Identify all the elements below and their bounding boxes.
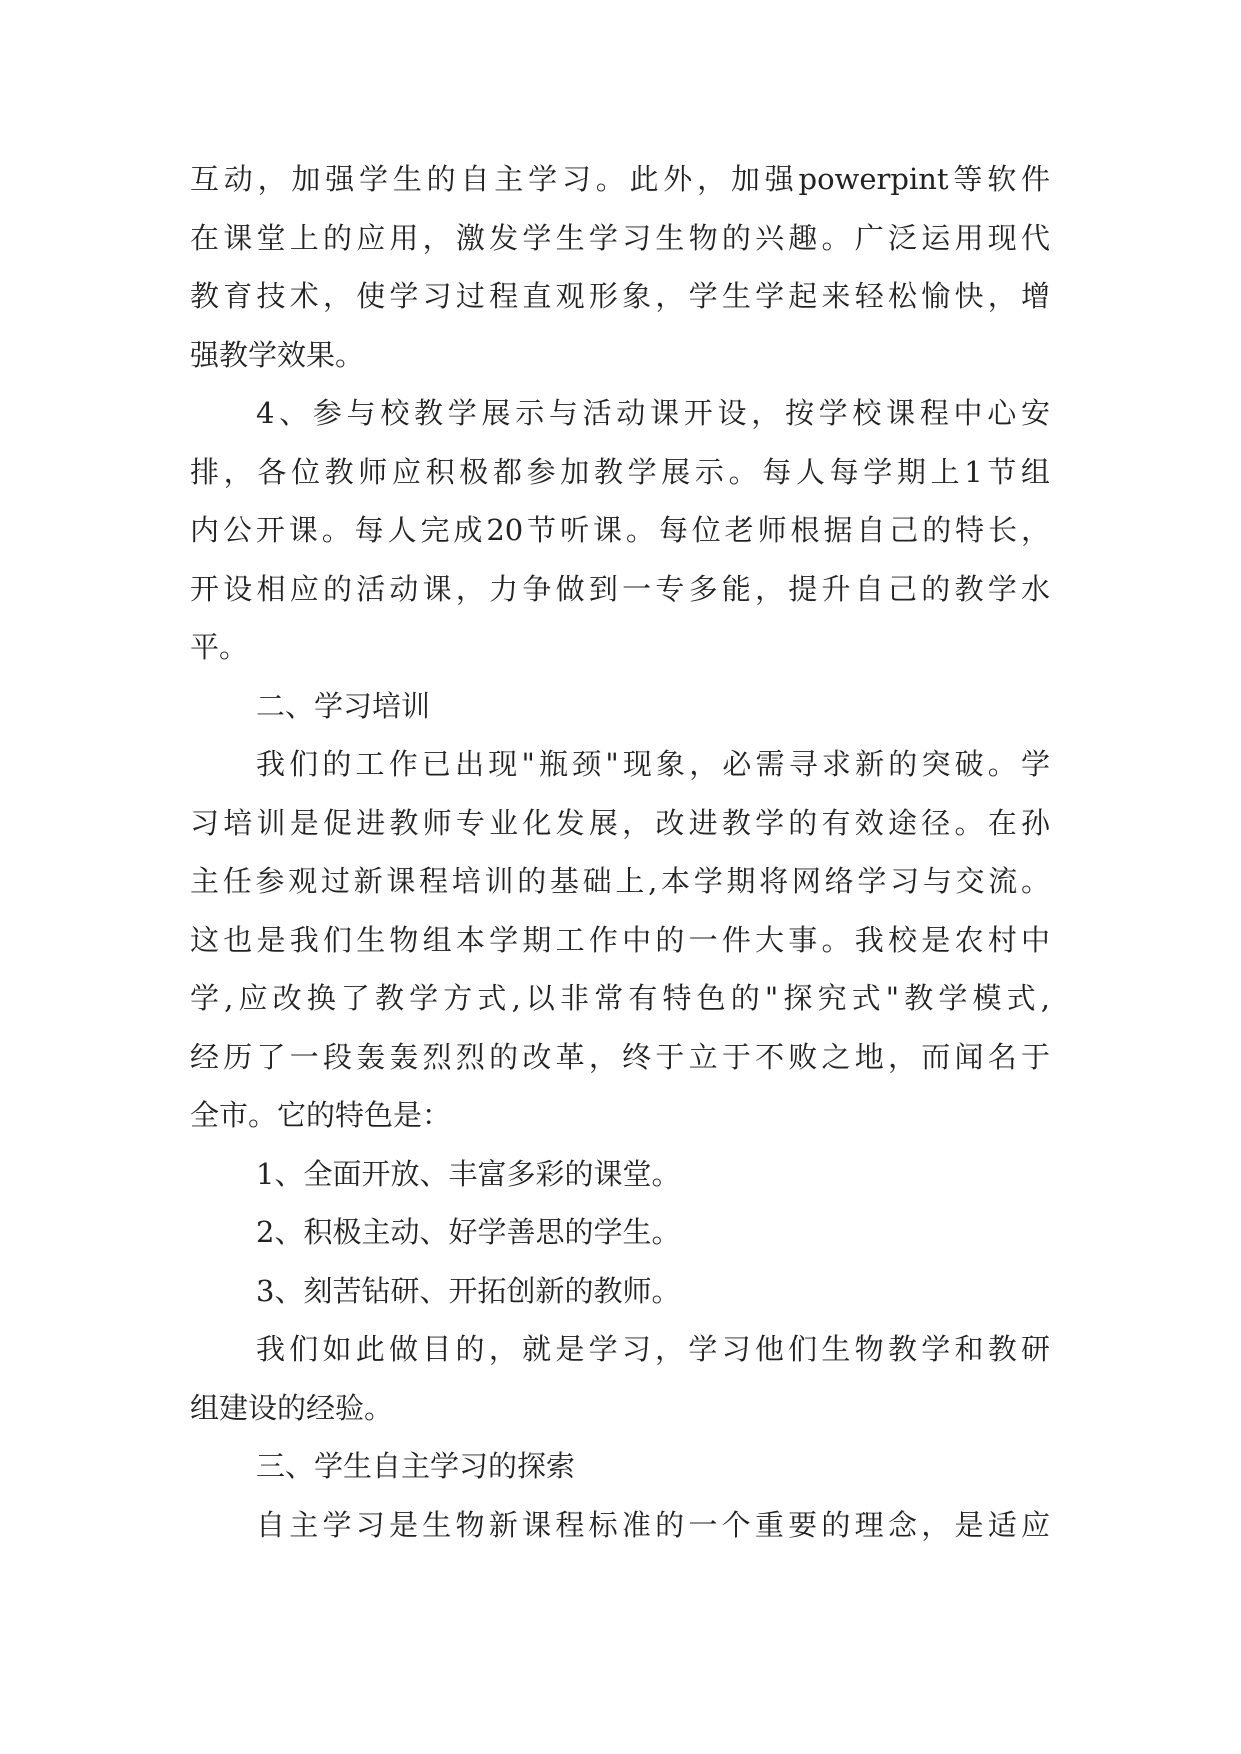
- text-line: 学,应改换了教学方式,以非常有特色的"探究式"教学模式,: [190, 981, 1050, 1015]
- text-line: 互动，加强学生的自主学习。此外，加强powerpint等软件: [190, 162, 1050, 196]
- text-line: 这也是我们生物组本学期工作中的一件大事。我校是农村中: [190, 922, 1050, 957]
- text-line: 经历了一段轰轰烈烈的改革，终于立于不败之地，而闻名于: [190, 1039, 1050, 1074]
- text-line: 自主学习是生物新课程标准的一个重要的理念，是适应: [256, 1507, 1050, 1542]
- text-line: 平。: [190, 630, 249, 664]
- text-line: 习培训是促进教师专业化发展，改进教学的有效途径。在孙: [190, 805, 1050, 840]
- text-line: 强教学效果。: [190, 337, 365, 372]
- text-line: 教育技术，使学习过程直观形象，学生学起来轻松愉快，增: [190, 279, 1050, 313]
- text-line: 组建设的经验。: [190, 1390, 394, 1425]
- section-heading: 二、学习培训: [256, 688, 431, 723]
- list-item: 2、积极主动、好学善思的学生。: [256, 1215, 681, 1249]
- text-line: 我们的工作已出现"瓶颈"现象，必需寻求新的突破。学: [256, 747, 1050, 781]
- text-line: 开设相应的活动课，力争做到一专多能，提升自己的教学水: [190, 571, 1050, 606]
- text-line: 主任参观过新课程培训的基础上,本学期将网络学习与交流。: [190, 864, 1050, 898]
- text-line: 在课堂上的应用，激发学生学习生物的兴趣。广泛运用现代: [190, 220, 1050, 255]
- body-text: [190, 150, 1050, 1554]
- text-line: 内公开课。每人完成20节听课。每位老师根据自己的特长，: [190, 513, 1050, 547]
- list-item: 3、刻苦钻研、开拓创新的教师。: [256, 1273, 681, 1308]
- list-item: 1、全面开放、丰富多彩的课堂。: [256, 1156, 681, 1191]
- text-line: 4、参与校教学展示与活动课开设，按学校课程中心安: [256, 396, 1050, 430]
- section-heading: 三、学生自主学习的探索: [256, 1449, 576, 1483]
- text-line: 我们如此做目的，就是学习，学习他们生物教学和教研: [256, 1332, 1050, 1366]
- text-line: 排，各位教师应积极都参加教学展示。每人每学期上1节组: [190, 454, 1050, 489]
- text-line: 全市。它的特色是：: [190, 1098, 452, 1132]
